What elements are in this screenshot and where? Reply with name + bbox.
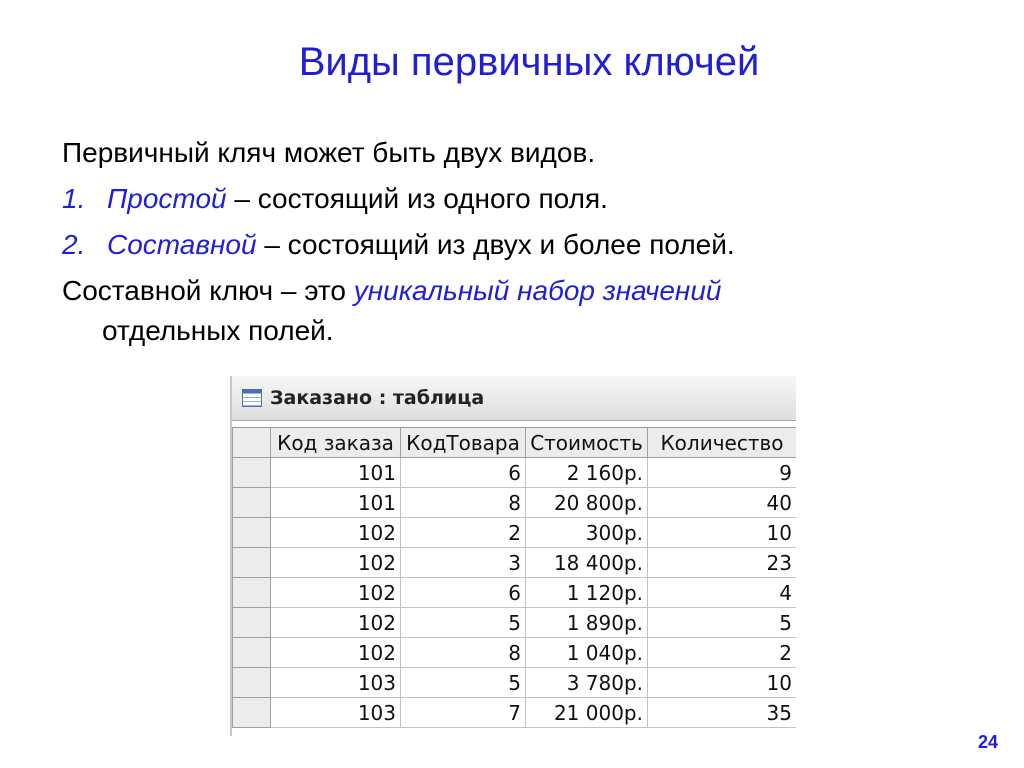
header-row <box>233 428 797 458</box>
table-cell[interactable]: 3 <box>401 548 526 578</box>
term-simple-description: – состоящий из одного поля. <box>226 183 608 214</box>
row-selector[interactable] <box>233 518 271 548</box>
table-cell[interactable]: 6 <box>401 458 526 488</box>
slide-title: Виды первичных ключей <box>298 40 760 84</box>
term-simple: Простой <box>107 183 227 214</box>
table-cell[interactable]: 101 <box>271 458 401 488</box>
table-cell[interactable]: 5 <box>648 608 797 638</box>
definition-continuation: отдельных полей. <box>102 315 334 346</box>
column-header[interactable]: Количество <box>648 428 797 458</box>
table-cell[interactable]: 102 <box>271 608 401 638</box>
table-window[interactable] <box>230 376 796 736</box>
row-selector[interactable] <box>233 548 271 578</box>
table-cell[interactable]: 5 <box>401 608 526 638</box>
table-row[interactable] <box>233 578 797 608</box>
table-cell[interactable]: 102 <box>271 578 401 608</box>
table-cell[interactable]: 10 <box>648 668 797 698</box>
table-cell[interactable]: 5 <box>401 668 526 698</box>
table-cell[interactable]: 2 <box>401 518 526 548</box>
column-header[interactable]: Код заказа <box>271 428 401 458</box>
table-cell[interactable]: 20 800р. <box>526 488 648 518</box>
table-cell[interactable]: 8 <box>401 638 526 668</box>
row-selector[interactable] <box>233 608 271 638</box>
table-row[interactable] <box>233 698 797 728</box>
table-cell[interactable]: 1 890р. <box>526 608 648 638</box>
table-icon <box>242 389 262 407</box>
row-selector[interactable] <box>233 638 271 668</box>
row-selector[interactable] <box>233 668 271 698</box>
table-cell[interactable]: 103 <box>271 668 401 698</box>
slide-body <box>62 130 962 348</box>
term-composite: Составной <box>107 229 257 260</box>
list-item-simple <box>62 176 962 222</box>
table-cell[interactable]: 18 400р. <box>526 548 648 578</box>
table-row[interactable] <box>233 518 797 548</box>
table-cell[interactable]: 1 040р. <box>526 638 648 668</box>
table-cell[interactable]: 103 <box>271 698 401 728</box>
list-number: 2. <box>62 229 86 260</box>
row-selector[interactable] <box>233 488 271 518</box>
definition-prefix: Составной ключ – это <box>62 275 354 306</box>
table-cell[interactable]: 102 <box>271 518 401 548</box>
table-cell[interactable]: 7 <box>401 698 526 728</box>
select-all-selector[interactable] <box>233 428 271 458</box>
row-selector[interactable] <box>233 458 271 488</box>
table-cell[interactable]: 2 160р. <box>526 458 648 488</box>
column-header[interactable]: Стоимость <box>526 428 648 458</box>
list-item-composite <box>62 222 962 268</box>
table-cell[interactable]: 4 <box>648 578 797 608</box>
table-cell[interactable]: 3 780р. <box>526 668 648 698</box>
list-number: 1. <box>62 183 86 214</box>
table-cell[interactable]: 101 <box>271 488 401 518</box>
term-composite-description: – состоящий из двух и более полей. <box>256 229 735 260</box>
table-cell[interactable]: 21 000р. <box>526 698 648 728</box>
table-cell[interactable]: 35 <box>648 698 797 728</box>
table-row[interactable] <box>233 488 797 518</box>
table-cell[interactable]: 6 <box>401 578 526 608</box>
table-cell[interactable]: 102 <box>271 638 401 668</box>
table-row[interactable] <box>233 458 797 488</box>
window-titlebar[interactable] <box>232 376 796 421</box>
table-cell[interactable]: 300р. <box>526 518 648 548</box>
table-cell[interactable]: 1 120р. <box>526 578 648 608</box>
row-selector[interactable] <box>233 698 271 728</box>
table-cell[interactable]: 8 <box>401 488 526 518</box>
row-selector[interactable] <box>233 578 271 608</box>
table-cell[interactable]: 9 <box>648 458 797 488</box>
page-number: 24 <box>977 732 998 752</box>
definition-emphasis: уникальный набор значений <box>353 275 722 306</box>
window-title: Заказано : таблица <box>270 387 485 409</box>
table-cell[interactable]: 23 <box>648 548 797 578</box>
table-cell[interactable]: 102 <box>271 548 401 578</box>
table-cell[interactable]: 10 <box>648 518 797 548</box>
intro-text: Первичный кляч может быть двух видов. <box>62 137 596 168</box>
table-row[interactable] <box>233 638 797 668</box>
table-cell[interactable]: 2 <box>648 638 797 668</box>
composite-key-definition <box>62 268 962 314</box>
table-row[interactable] <box>233 608 797 638</box>
column-header[interactable]: КодТовара <box>401 428 526 458</box>
table-row[interactable] <box>233 548 797 578</box>
table-row[interactable] <box>233 668 797 698</box>
table-cell[interactable]: 40 <box>648 488 797 518</box>
datasheet-grid <box>232 427 796 728</box>
